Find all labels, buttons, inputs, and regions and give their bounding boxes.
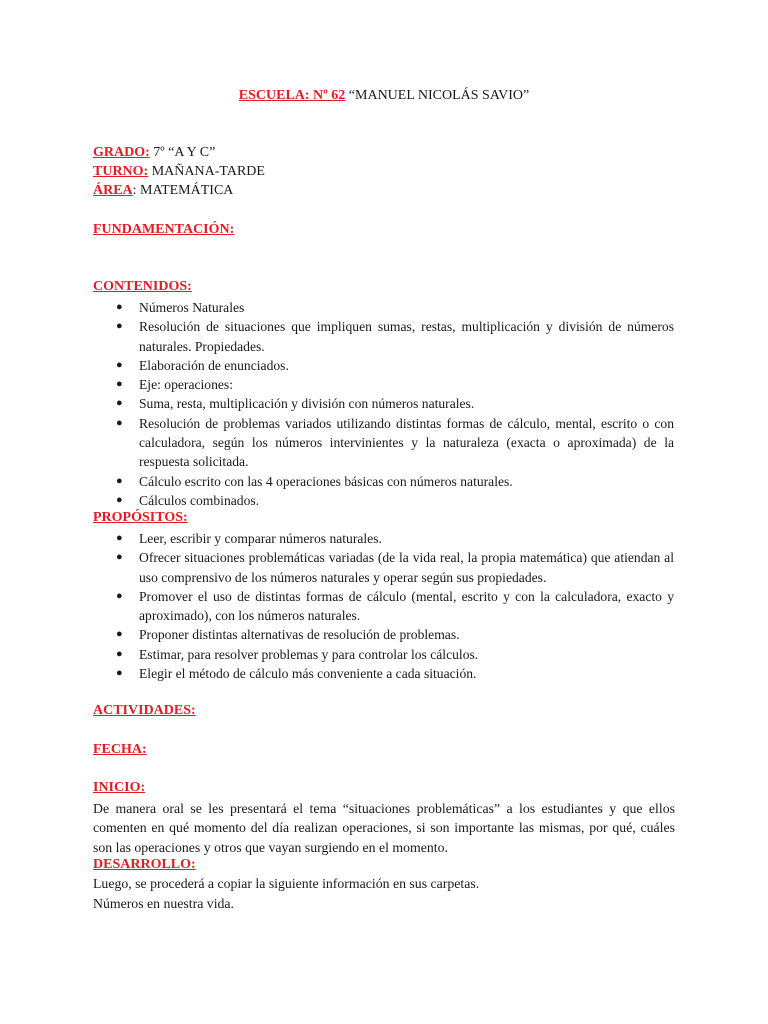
bullet-icon: ● [116,532,123,544]
propositos-heading: PROPÓSITOS: [93,510,188,525]
bullet-icon: ● [116,493,123,506]
bullet-icon: ● [116,397,123,410]
bullet-icon: ● [116,589,123,602]
bullet-icon: ● [116,667,123,680]
list-item: ● Promover el uso de distintas formas de cálculo (mental, escrito y con la calculadora, exacto y aproximado), con los números naturales. [116,588,674,624]
list-item: ● Eje: operaciones: [139,375,674,394]
fundamentacion-heading: FUNDAMENTACIÓN: [93,222,235,237]
bullet-icon: ● [116,474,123,487]
grado-value: 7º “A Y C” [149,145,216,160]
list-item: ● Elegir el método de cálculo más conveniente a cada situación. [139,664,674,683]
area-line [93,183,233,199]
list-item: ● Cálculo escrito con las 4 operaciones básicas con números naturales. [139,472,674,491]
bullet-icon: ● [116,358,123,371]
list-item: ● Elaboración de enunciados. [139,356,674,375]
grado-line [93,145,215,161]
desarrollo-heading: DESARROLLO: [93,857,196,872]
area-label: ÁREA [93,183,133,198]
list-item: ● Leer, escribir y comparar números naturales. [139,529,674,548]
turno-value: MAÑANA-TARDE [148,164,265,179]
bullet-icon: ● [116,628,123,641]
area-value: : MATEMÁTICA [132,183,234,198]
school-title [0,88,768,104]
inicio-heading: INICIO: [93,780,146,795]
actividades-heading: ACTIVIDADES: [93,703,196,718]
list-item: ● Suma, resta, multiplicación y división con números naturales. [139,394,674,413]
contenidos-heading: CONTENIDOS: [93,279,192,294]
fecha-heading: FECHA: [93,742,147,757]
bullet-icon: ● [116,416,123,429]
propositos-list [0,529,768,683]
list-item: ● Ofrecer situaciones problemáticas variadas (de la vida real, la propia matemática) que atiendan al uso comprensivo de los números naturales y operar según sus propiedades. [116,550,674,585]
bullet-icon: ● [116,551,123,564]
school-label: ESCUELA: Nº 62 [238,88,346,103]
bullet-icon: ● [116,320,123,333]
bullet-icon: ● [116,301,123,313]
desarrollo-line-1: Luego, se procederá a copiar la siguiente información en sus carpetas. [93,876,480,891]
grado-label: GRADO: [93,145,150,160]
list-item: ● Resolución de problemas variados utilizando distintas formas de cálculo, mental, escrito o con calculadora, según los números intervinientes y la naturaleza (exacta o aproximada) de la respuesta solicitada. [116,415,674,470]
list-item: ● Proponer distintas alternativas de resolución de problemas. [139,625,674,644]
inicio-paragraph: De manera oral se les presentará el tema “situaciones problemáticas” a los estudiantes y que ellos comenten en qué momento del día realizan operaciones, si son importante las mismas, por qué, cuáles son las operaciones y otros que vayan surgiendo en el momento. [93,801,675,855]
list-item: ● Estimar, para resolver problemas y para controlar los cálculos. [139,645,674,664]
turno-line [93,164,265,180]
list-item: ● Cálculos combinados. [139,491,674,510]
contenidos-list [0,298,768,510]
school-name: “MANUEL NICOLÁS SAVIO” [345,88,530,103]
turno-label: TURNO: [93,164,149,179]
list-item: ● Resolución de situaciones que impliquen sumas, restas, multiplicación y división de números naturales. Propiedades. [116,319,674,354]
desarrollo-line-2: Números en nuestra vida. [93,896,234,911]
bullet-icon: ● [116,647,123,660]
list-item: ● Números Naturales [139,298,674,317]
bullet-icon: ● [116,378,123,391]
